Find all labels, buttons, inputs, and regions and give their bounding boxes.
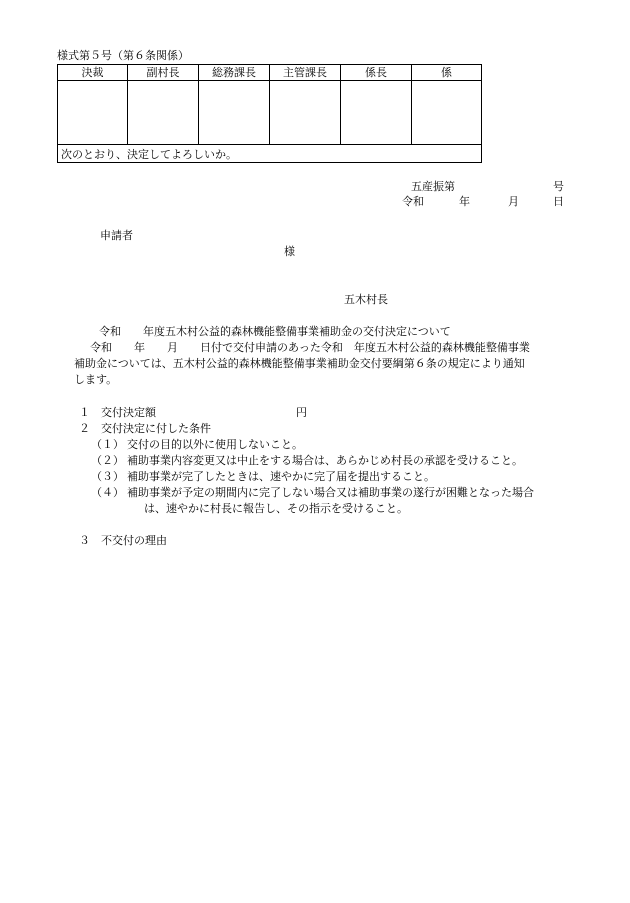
date-day: 日 bbox=[553, 195, 564, 208]
stamp-cell bbox=[270, 81, 341, 145]
approval-note: 次のとおり、決定してよろしいか。 bbox=[58, 145, 482, 163]
condition-text: 補助事業内容変更又は中止をする場合は、あらかじめ村長の承認を受けること。 bbox=[127, 454, 523, 467]
condition-text: 交付の目的以外に使用しないこと。 bbox=[127, 438, 303, 451]
subject-line: 令和 年度五木村公益的森林機能整備事業補助金の交付決定について bbox=[99, 325, 451, 338]
condition-text: 補助事業が完了したときは、速やかに完了届を提出すること。 bbox=[127, 470, 435, 483]
approval-header-kessai: 決裁 bbox=[58, 65, 128, 81]
approval-header-department-chief: 主管課長 bbox=[270, 65, 341, 81]
approval-header-staff: 係 bbox=[412, 65, 482, 81]
date-month: 月 bbox=[508, 195, 519, 208]
item3-label: ３ 不交付の理由 bbox=[79, 534, 167, 547]
condition-text-continued: は、速やかに村長に報告し、その指示を受けること。 bbox=[144, 502, 408, 515]
body-line: します。 bbox=[74, 373, 118, 386]
condition-number: （１） bbox=[91, 438, 124, 451]
honorific: 様 bbox=[284, 245, 295, 258]
stamp-cell bbox=[128, 81, 199, 145]
stamp-cell bbox=[341, 81, 412, 145]
condition-number: （３） bbox=[91, 470, 124, 483]
stamp-cell bbox=[58, 81, 128, 145]
doc-number-suffix: 号 bbox=[553, 180, 564, 193]
condition-number: （４） bbox=[91, 486, 124, 499]
approval-header-general-affairs-chief: 総務課長 bbox=[199, 65, 270, 81]
applicant-label: 申請者 bbox=[100, 229, 133, 242]
condition-number: （２） bbox=[91, 454, 124, 467]
issuer: 五木村長 bbox=[344, 293, 388, 306]
date-year: 年 bbox=[459, 195, 470, 208]
approval-header-vice-mayor: 副村長 bbox=[128, 65, 199, 81]
body-line: 令和 年 月 日付で交付申請のあった令和 年度五木村公益的森林機能整備事業 bbox=[90, 341, 530, 354]
approval-table bbox=[57, 64, 482, 163]
stamp-cell bbox=[199, 81, 270, 145]
doc-number-prefix: 五産振第 bbox=[411, 180, 455, 193]
body-line: 補助金については、五木村公益的森林機能整備事業補助金交付要綱第６条の規定により通知 bbox=[74, 357, 525, 370]
item2-label: ２ 交付決定に付した条件 bbox=[79, 422, 211, 435]
form-label: 様式第５号（第６条関係） bbox=[57, 49, 189, 62]
approval-header-section-head: 係長 bbox=[341, 65, 412, 81]
condition-text: 補助事業が予定の期間内に完了しない場合又は補助事業の遂行が困難となった場合 bbox=[127, 486, 534, 499]
date-era: 令和 bbox=[402, 195, 424, 208]
stamp-cell bbox=[412, 81, 482, 145]
item1-label: １ 交付決定額 bbox=[79, 406, 156, 419]
item1-unit: 円 bbox=[296, 406, 307, 419]
